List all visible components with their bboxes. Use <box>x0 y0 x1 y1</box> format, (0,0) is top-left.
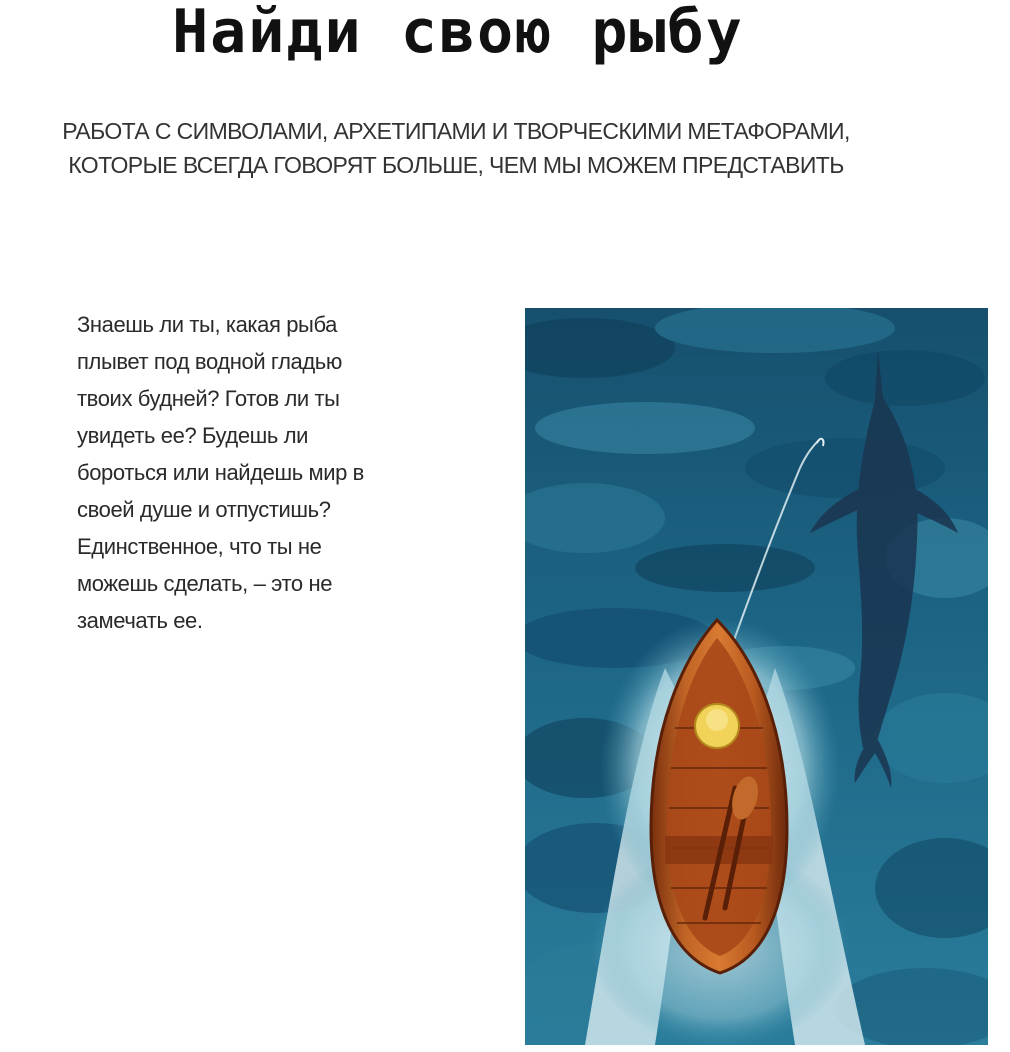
paragraph-line: твоих будней? Готов ли ты <box>77 386 340 411</box>
illustration-canvas <box>525 308 988 1045</box>
paragraph-line: Единственное, что ты не <box>77 534 322 559</box>
paragraph-line: Знаешь ли ты, какая рыба <box>77 312 337 337</box>
subtitle-line: РАБОТА С СИМВОЛАМИ, АРХЕТИПАМИ И ТВОРЧЕСКИМИ МЕТАФОРАМИ, <box>62 118 850 144</box>
subtitle-line: КОТОРЫЕ ВСЕГДА ГОВОРЯТ БОЛЬШЕ, ЧЕМ МЫ МОЖЕМ ПРЕДСТАВИТЬ <box>68 152 844 178</box>
paragraph-line: увидеть ее? Будешь ли <box>77 423 309 448</box>
page-title: Найди свою рыбу <box>172 0 744 67</box>
intro-paragraph <box>77 306 417 639</box>
subtitle <box>0 114 912 182</box>
paragraph-line: плывет под водной гладью <box>77 349 342 374</box>
paragraph-line: замечать ее. <box>77 608 203 633</box>
fisherman-hat <box>695 704 739 748</box>
paragraph-line: бороться или найдешь мир в <box>77 460 364 485</box>
boat-and-fish-illustration <box>525 308 988 1045</box>
paragraph-line: своей душе и отпустишь? <box>77 497 331 522</box>
paragraph-line: можешь сделать, – это не <box>77 571 333 596</box>
